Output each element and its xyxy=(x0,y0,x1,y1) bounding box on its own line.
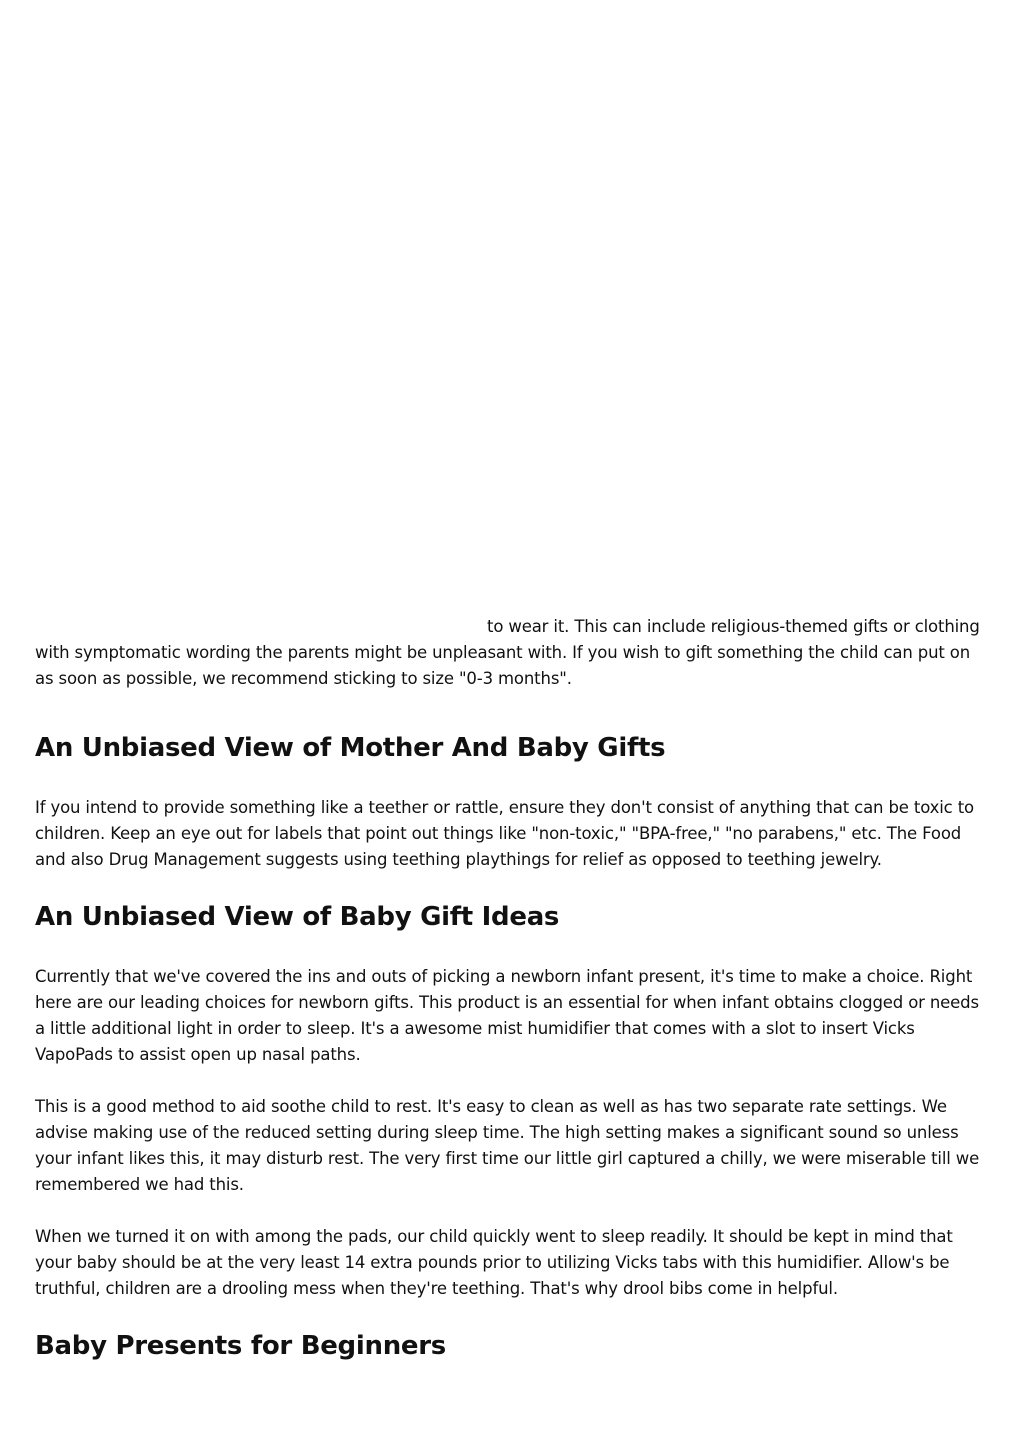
paragraph-humidifier: Currently that we've covered the ins and outs of picking a newborn infant present, it's time to make a choice. Right here are our leading choices for newborn gifts. This product is an essential for when infant obtains clogged or needs a little additional light in order to sleep. It's a awesome mist humidifier that comes with a slot to insert Vicks VapoPads to assist open up nasal paths. xyxy=(35,967,979,1064)
paragraph-teether-advice: If you intend to provide something like a teether or rattle, ensure they don't consist of anything that can be toxic to children. Keep an eye out for labels that point out things like "non-toxic," "BPA-free," "no parabens," etc. The Food and also Drug Management suggests using teething playthings for relief as opposed to teething jewelry. xyxy=(35,798,974,869)
section-heading-baby-gift-ideas: An Unbiased View of Baby Gift Ideas xyxy=(35,902,560,932)
paragraph-drool-bibs: When we turned it on with among the pads, our child quickly went to sleep readily. It should be kept in mind that your baby should be at the very least 14 extra pounds prior to utilizing Vicks tabs with this humidifier. Allow's be truthful, children are a drooling mess when they're teething. That's why drool bibs come in helpful. xyxy=(35,1227,953,1298)
paragraph-rate-settings: This is a good method to aid soothe child to rest. It's easy to clean as well as has two separate rate settings. We advise making use of the reduced setting during sleep time. The high setting makes a significant sound so unless your infant likes this, it may disturb rest. The very first time our little girl captured a chilly, we were miserable till we remembered we had this. xyxy=(35,1097,980,1194)
intro-paragraph: to wear it. This can include religious-themed gifts or clothing with symptomatic wording the parents might be unpleasant with. If you wish to gift something the child can put on as soon as possible, we recommend sticking to size "0-3 months". xyxy=(35,617,980,688)
section-heading-mother-baby-gifts: An Unbiased View of Mother And Baby Gifts xyxy=(35,733,666,763)
article-body xyxy=(35,614,990,1393)
blank-page-area xyxy=(0,0,1024,610)
section-heading-baby-presents-beginners: Baby Presents for Beginners xyxy=(35,1331,446,1361)
